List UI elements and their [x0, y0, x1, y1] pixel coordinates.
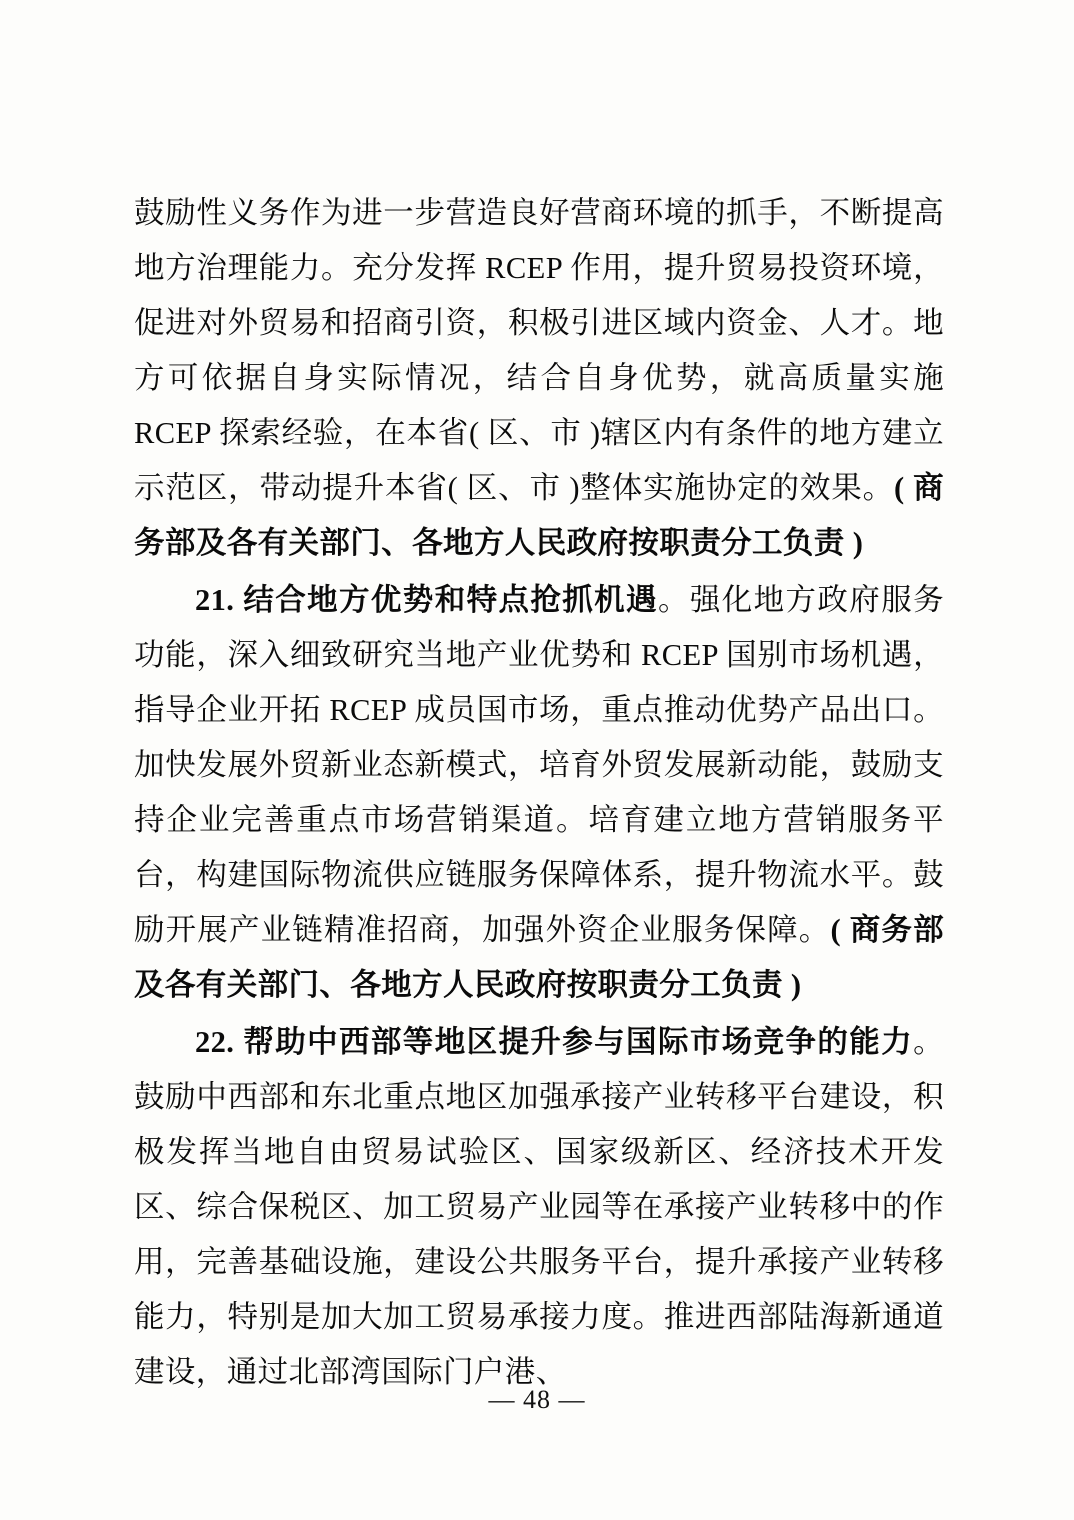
- text-run: 帮助中西部等地区提升参与国际市场竞争的能力: [234, 1025, 914, 1059]
- text-run: ( 商务部及各有关部门、各地方人民政府按职责分工负责 ): [134, 471, 944, 560]
- text-run: ( 商务部及各有关部门、各地方人民政府按职责分工负责 ): [134, 913, 944, 1002]
- paragraph-item-22: [134, 1015, 944, 1400]
- text-run: 。鼓励中西部和东北重点地区加强承接产业转移平台建设，积极发挥当地自由贸易试验区、国家级新区、经济技术开发区、综合保税区、加工贸易产业园等在承接产业转移中的作用，完善基础设施，建设公共服务平台，提升承接产业转移能力，特别是加大加工贸易承接力度。推进西部陆海新通道建设，通过北部湾国际门户港、: [134, 1025, 944, 1389]
- text-run: 。强化地方政府服务功能，深入细致研究当地产业优势和 RCEP 国别市场机遇，指导企业开拓 RCEP 成员国市场，重点推动优势产品出口。加快发展外贸新业态新模式，培育外贸发展新动能，鼓励支持企业完善重点市场营销渠道。培育建立地方营销服务平台，构建国际物流供应链服务保障体系，提升物流水平。鼓励开展产业链精准招商，加强外资企业服务保障。: [134, 583, 944, 947]
- text-run: 22.: [195, 1025, 235, 1059]
- page-body: [134, 186, 944, 1400]
- page-number: — 48 —: [488, 1385, 586, 1414]
- paragraph-continued: [134, 186, 944, 571]
- text-run: 21.: [195, 583, 235, 617]
- text-run: 鼓励性义务作为进一步营造良好营商环境的抓手，不断提高地方治理能力。充分发挥 RCEP 作用，提升贸易投资环境，促进对外贸易和招商引资，积极引进区域内资金、人才。地方可依据自身实际情况，结合自身优势，就高质量实施 RCEP 探索经验，在本省( 区、市 )辖区内有条件的地方建立示范区，带动提升本省( 区、市 )整体实施协定的效果。: [134, 196, 944, 505]
- text-run: 结合地方优势和特点抢抓机遇: [234, 583, 658, 617]
- paragraph-item-21: [134, 573, 944, 1013]
